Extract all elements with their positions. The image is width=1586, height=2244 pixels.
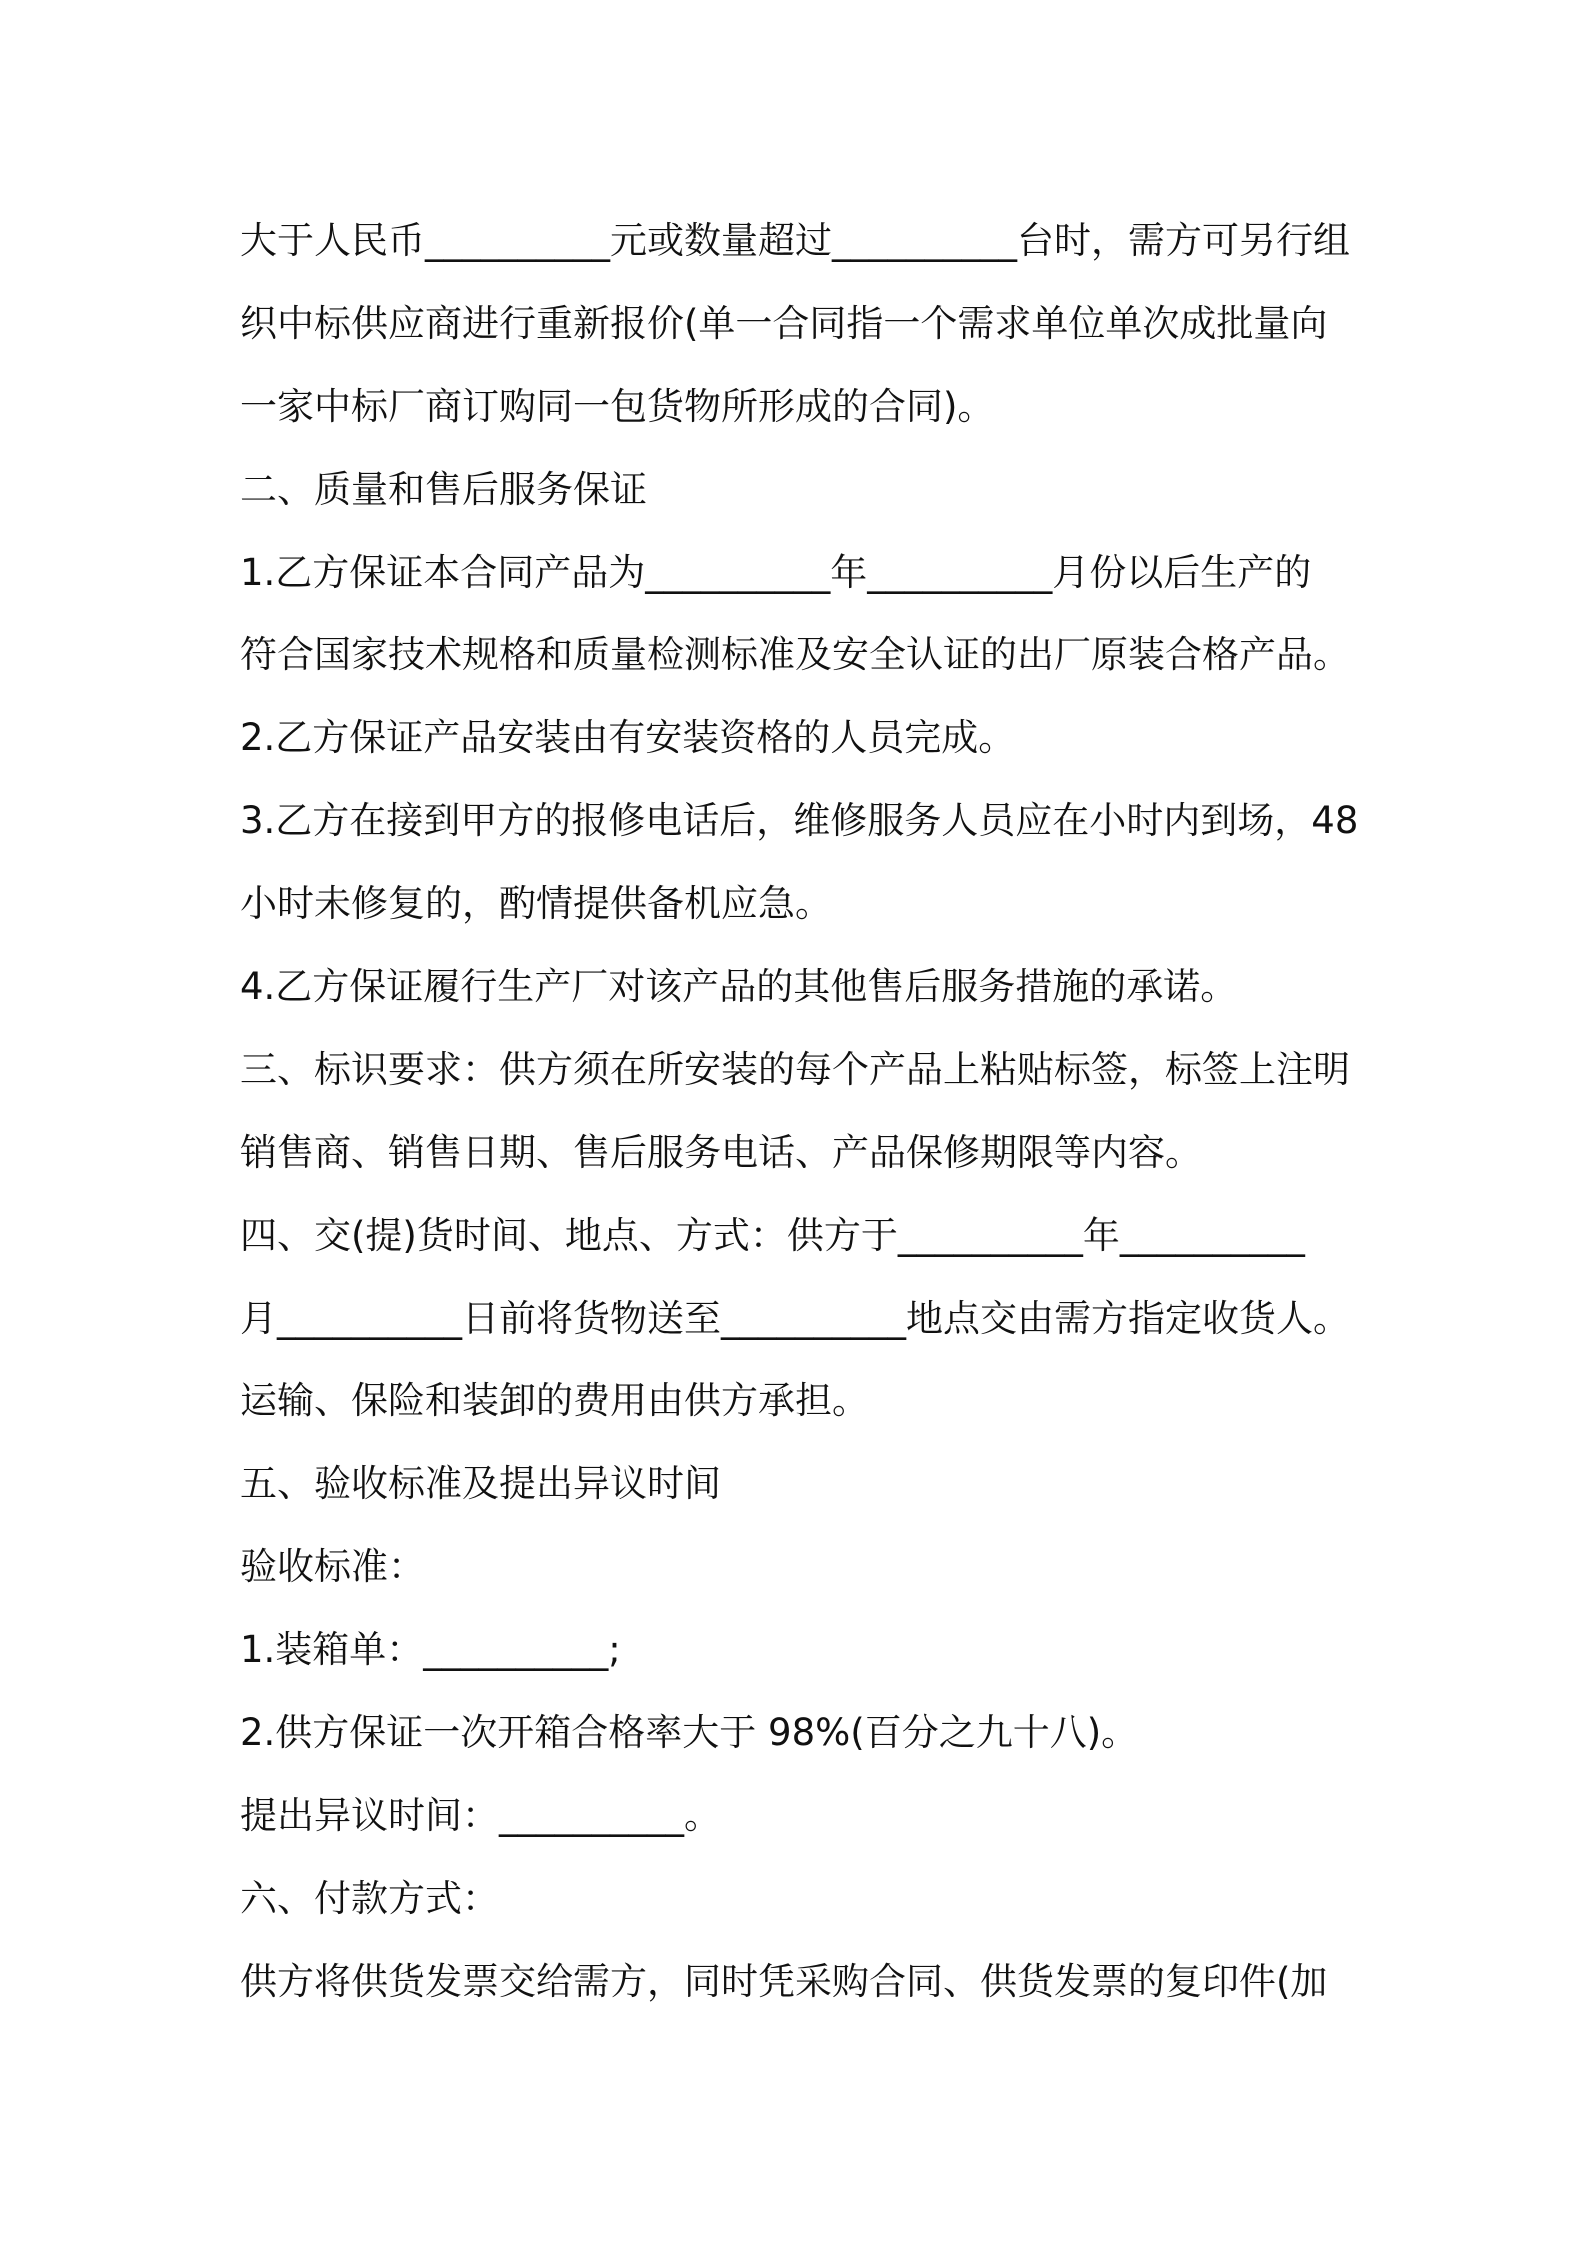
paragraph-line: 符合国家技术规格和质量检测标准及安全认证的出厂原装合格产品。 (240, 633, 1350, 677)
paragraph-line: 4.乙方保证履行生产厂对该产品的其他售后服务措施的承诺。 (240, 965, 1238, 1009)
document-body (240, 200, 1360, 2024)
paragraph-line: 验收标准： (240, 1545, 425, 1589)
section-heading-acceptance: 五、验收标准及提出异议时间 (240, 1462, 721, 1506)
section-heading-delivery: 四、交(提)货时间、地点、方式：供方于__________年__________ (240, 1213, 1305, 1257)
paragraph-line: 织中标供应商进行重新报价(单一合同指一个需求单位单次成批量向 (240, 301, 1328, 345)
paragraph-line: 2.供方保证一次开箱合格率大于 98%(百分之九十八)。 (240, 1711, 1139, 1755)
paragraph-line: 小时未修复的，酌情提供备机应急。 (240, 882, 832, 926)
paragraph-line: 销售商、销售日期、售后服务电话、产品保修期限等内容。 (240, 1130, 1202, 1174)
section-heading-payment: 六、付款方式： (240, 1876, 499, 1920)
paragraph-line: 一家中标厂商订购同一包货物所形成的合同)。 (240, 384, 995, 428)
paragraph-line: 2.乙方保证产品安装由有安装资格的人员完成。 (240, 716, 1016, 760)
section-heading-label-requirements: 三、标识要求：供方须在所安装的每个产品上粘贴标签，标签上注明 (240, 1047, 1350, 1091)
paragraph-line: 1.乙方保证本合同产品为__________年__________月份以后生产的 (240, 550, 1312, 594)
section-heading-quality-service: 二、质量和售后服务保证 (240, 467, 647, 511)
paragraph-line: 大于人民币__________元或数量超过__________台时，需方可另行组 (240, 219, 1350, 262)
paragraph-line: 供方将供货发票交给需方，同时凭采购合同、供货发票的复印件(加 (240, 1959, 1328, 2003)
paragraph-line: 1.装箱单：__________; (240, 1628, 621, 1672)
paragraph-line: 3.乙方在接到甲方的报修电话后，维修服务人员应在小时内到场，48 (240, 799, 1359, 843)
paragraph-line: 运输、保险和装卸的费用由供方承担。 (240, 1379, 869, 1423)
paragraph-line: 提出异议时间：__________。 (240, 1793, 721, 1837)
paragraph-line: 月__________日前将货物送至__________地点交由需方指定收货人。 (240, 1296, 1350, 1340)
